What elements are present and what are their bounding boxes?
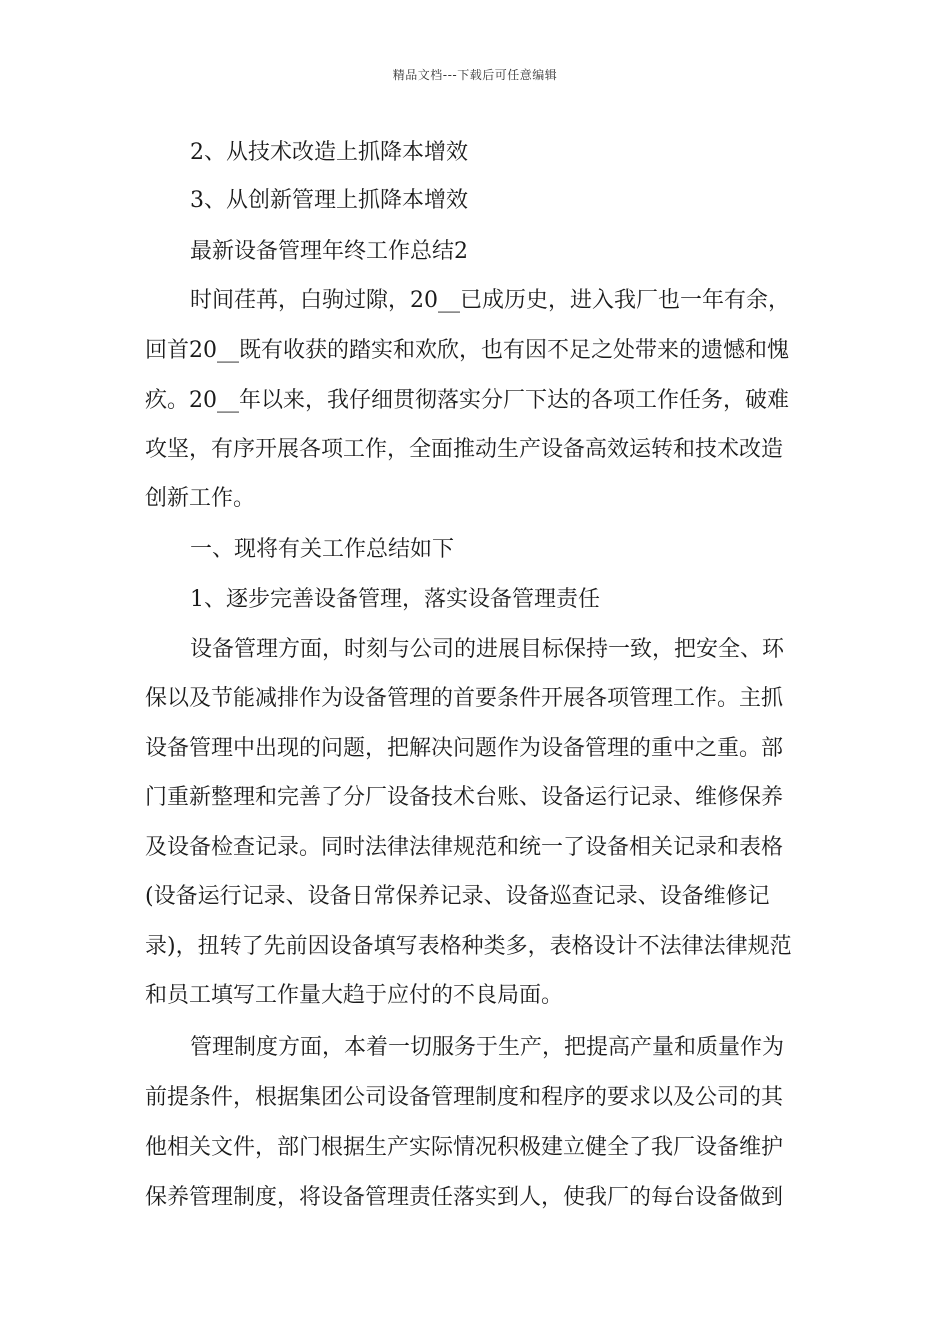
paragraph-line: (设备运行记录、设备日常保养记录、设备巡查记录、设备维修记 (145, 884, 770, 909)
paragraph-line: 时间荏苒，白驹过隙，20__已成历史，进入我厂也一年有余， (190, 288, 790, 313)
paragraph-line: 疚。20__年以来，我仔细贯彻落实分厂下达的各项工作任务，破难 (145, 388, 789, 413)
paragraph-line: 及设备检查记录。同时法律法律规范和统一了设备相关记录和表格 (145, 835, 784, 860)
paragraph-line: 门重新整理和完善了分厂设备技术台账、设备运行记录、维修保养 (145, 785, 784, 810)
subsection-heading: 1、逐步完善设备管理，落实设备管理责任 (190, 587, 600, 612)
paragraph-line: 他相关文件，部门根据生产实际情况积极建立健全了我厂设备维护 (145, 1135, 784, 1160)
paragraph-line: 和员工填写工作量大趋于应付的不良局面。 (145, 983, 564, 1008)
paragraph-line: 保养管理制度，将设备管理责任落实到人，使我厂的每台设备做到 (145, 1185, 784, 1210)
paragraph-line: 录)，扭转了先前因设备填写表格种类多，表格设计不法律法律规范 (145, 934, 792, 959)
list-item: 2、从技术改造上抓降本增效 (190, 140, 468, 165)
paragraph-line: 设备管理方面，时刻与公司的进展目标保持一致，把安全、环 (190, 637, 785, 662)
paragraph-line: 设备管理中出现的问题，把解决问题作为设备管理的重中之重。部 (145, 736, 784, 761)
paragraph-line: 前提条件，根据集团公司设备管理制度和程序的要求以及公司的其 (145, 1085, 784, 1110)
paragraph-line: 创新工作。 (145, 486, 256, 511)
section-heading: 一、现将有关工作总结如下 (190, 537, 455, 562)
list-item: 3、从创新管理上抓降本增效 (190, 188, 468, 213)
paragraph-line: 攻坚，有序开展各项工作，全面推动生产设备高效运转和技术改造 (145, 437, 784, 462)
paragraph-line: 管理制度方面，本着一切服务于生产，把提高产量和质量作为 (190, 1035, 785, 1060)
paragraph-line: 回首20__既有收获的踏实和欢欣，也有因不足之处带来的遗憾和愧 (145, 338, 789, 363)
page-header: 精品文档---下载后可任意编辑 (392, 68, 558, 82)
paragraph-line: 保以及节能减排作为设备管理的首要条件开展各项管理工作。主抓 (145, 686, 784, 711)
section-title: 最新设备管理年终工作总结2 (190, 239, 468, 264)
